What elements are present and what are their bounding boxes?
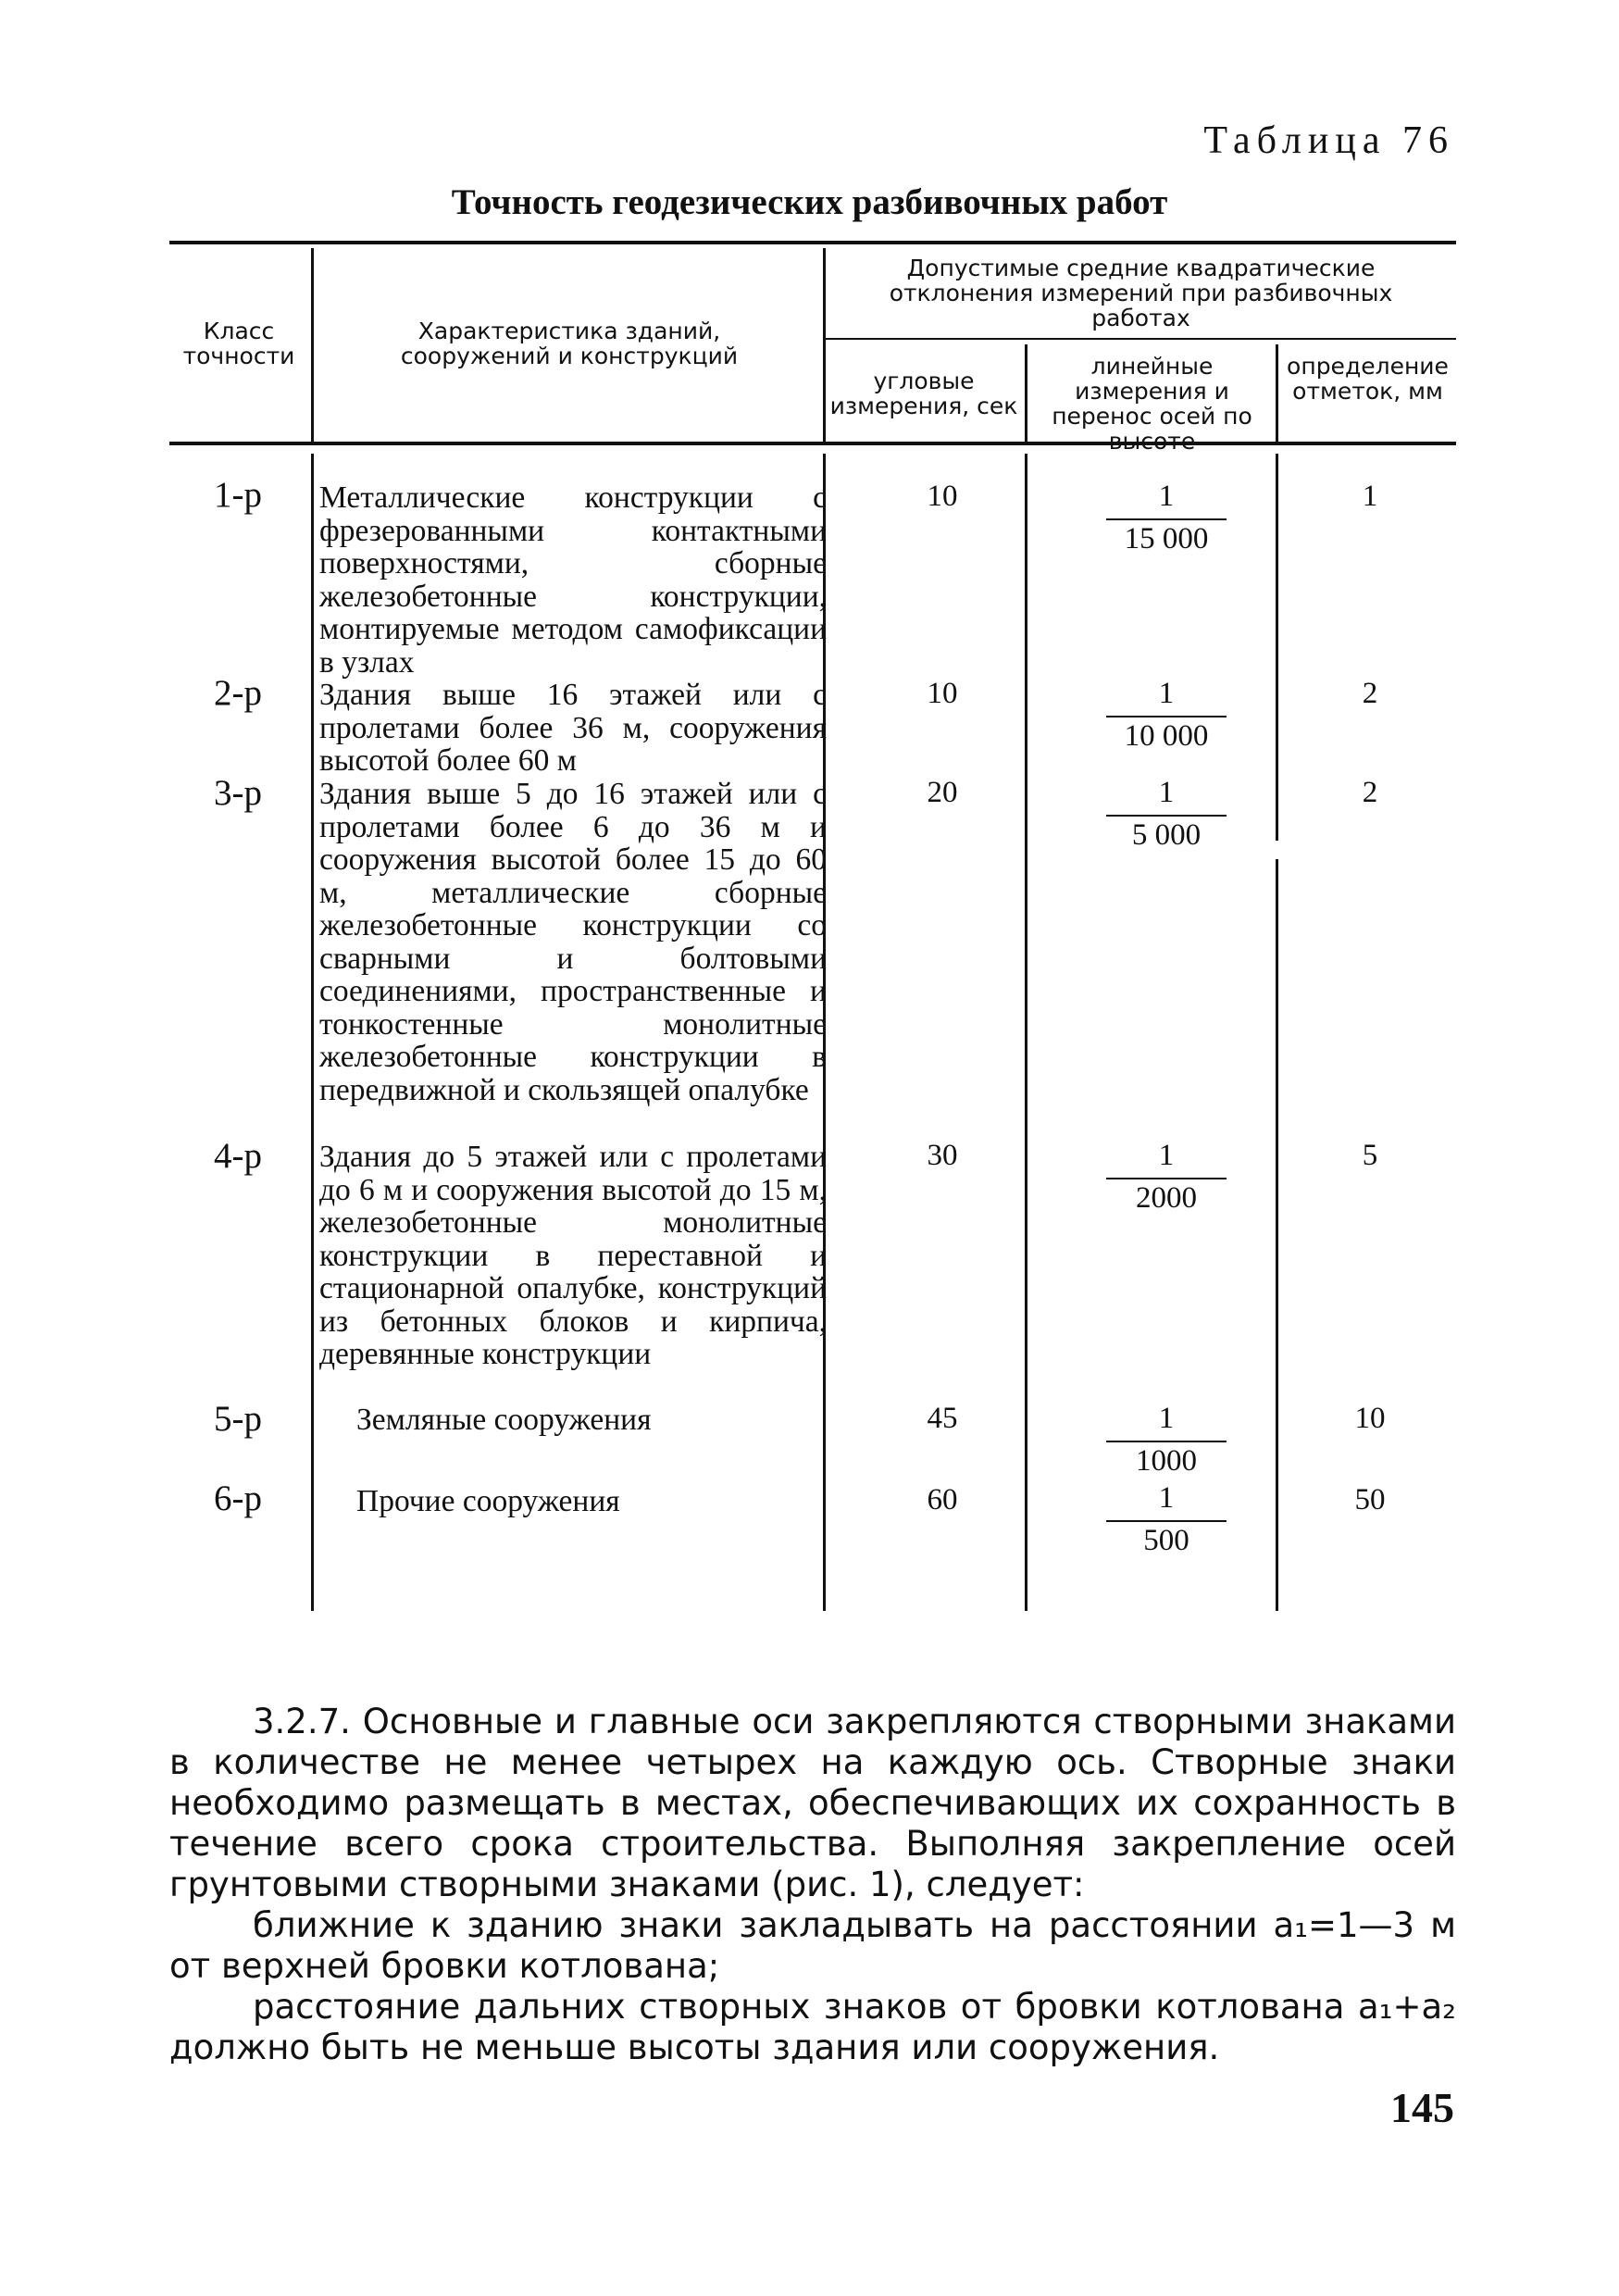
header-class: Класс точности xyxy=(182,318,295,369)
row-6-class: 6-р xyxy=(214,1479,262,1518)
header-divider-3 xyxy=(1025,344,1027,443)
row-6-linear xyxy=(1106,1481,1227,1557)
row-1-linear xyxy=(1106,480,1227,555)
row-5-marks: 10 xyxy=(1354,1402,1386,1435)
row-3-class: 3-р xyxy=(214,773,262,813)
row-5-linear xyxy=(1106,1402,1227,1478)
body-divider-3 xyxy=(1025,454,1027,1611)
page-number: 145 xyxy=(1390,2084,1454,2131)
header-divider-2 xyxy=(823,248,826,443)
row-1-angular: 10 xyxy=(927,480,958,513)
row-4-description: Здания до 5 этажей или с пролетами до 6 м и сооружения высотой до 15 м, железобетонные монолитные конструкции в переставной и стационарной опалубке, конструкций из бетонных блоков и кирпича, деревянные конструкции xyxy=(319,1140,827,1371)
header-marks: определение отметок, мм xyxy=(1287,353,1449,405)
row-6-linear-numerator: 1 xyxy=(1158,1481,1175,1515)
paragraph-3-2-7: 3.2.7. Основные и главные оси закрепляются створными знаками в количестве не менее четырех на каждую ось. Створные знаки необходимо размещать в местах, обеспечивающих их сохранность в течение всего срока строительства. Выполняя закрепление осей грунтовыми створными знаками (рис. 1), следует: xyxy=(169,1702,1456,1904)
row-1-class: 1-р xyxy=(214,475,262,515)
row-6-description: Прочие сооружения xyxy=(356,1484,620,1518)
row-4-class: 4-р xyxy=(214,1136,262,1176)
row-4-linear-numerator: 1 xyxy=(1158,1139,1175,1172)
row-2-class: 2-р xyxy=(214,673,262,713)
table-title: Точность геодезических разбивочных работ xyxy=(451,182,1168,222)
row-4-angular: 30 xyxy=(927,1139,958,1172)
row-3-description: Здания выше 5 до 16 этажей или с пролетами более 6 до 36 м и сооружения высотой более 15 до 60 м, металлические сборные железобетонные конструкции со сварными и болтовыми соединениями, пространственные и тонкостенные монолитные железобетонные конструкции в передвижной и скользящей опалубке xyxy=(319,777,827,1107)
row-2-linear-denominator: 10 000 xyxy=(1106,716,1227,753)
row-1-linear-numerator: 1 xyxy=(1158,480,1175,513)
row-1-description: Металлические конструкции с фрезерованными контактными поверхностями, сборные железобетонные конструкции, монтируемые методом самофиксации в узлах xyxy=(319,480,827,680)
row-4-linear xyxy=(1106,1139,1227,1215)
header-characteristic: Характеристика зданий, сооружений и конструкций xyxy=(400,318,739,369)
header-group: Допустимые средние квадратические отклонения измерений при разбивочных работах xyxy=(889,255,1393,331)
row-6-angular: 60 xyxy=(927,1483,958,1516)
header-divider-1 xyxy=(311,248,314,443)
table-top-rule xyxy=(169,241,1456,244)
paragraph-far-marks: расстояние дальних створных знаков от бровки котлована a₁+a₂ должно быть не меньше высоты здания или сооружения. xyxy=(169,1987,1456,2067)
row-2-linear xyxy=(1106,677,1227,753)
paragraph-near-marks: ближние к зданию знаки закладывать на расстоянии a₁=1—3 м от верхней бровки котлована; xyxy=(169,1905,1456,1986)
group-header-rule xyxy=(824,338,1456,340)
row-1-marks: 1 xyxy=(1362,480,1378,513)
row-1-linear-denominator: 15 000 xyxy=(1106,518,1227,555)
row-3-linear-numerator: 1 xyxy=(1158,776,1175,809)
row-5-linear-numerator: 1 xyxy=(1158,1402,1175,1435)
row-3-linear-denominator: 5 000 xyxy=(1106,815,1227,852)
row-4-linear-denominator: 2000 xyxy=(1106,1178,1227,1215)
row-6-marks: 50 xyxy=(1354,1483,1386,1516)
row-2-description: Здания выше 16 этажей или с пролетами более 36 м, сооружения высотой более 60 м xyxy=(319,678,827,778)
body-divider-4a xyxy=(1276,454,1278,841)
header-linear: линейные измерения и перенос осей по высоте xyxy=(1052,353,1252,455)
header-angular: угловые измерения, сек xyxy=(829,368,1018,419)
row-2-linear-numerator: 1 xyxy=(1158,677,1175,710)
row-2-marks: 2 xyxy=(1362,677,1378,710)
table-number-label: Таблица 76 xyxy=(1203,119,1454,162)
row-6-linear-denominator: 500 xyxy=(1106,1520,1227,1557)
row-5-description: Земляные сооружения xyxy=(356,1403,652,1437)
row-4-marks: 5 xyxy=(1362,1139,1378,1172)
row-3-linear xyxy=(1106,776,1227,852)
row-5-angular: 45 xyxy=(927,1402,958,1435)
row-5-class: 5-р xyxy=(214,1399,262,1439)
body-divider-1 xyxy=(311,454,314,1611)
row-3-marks: 2 xyxy=(1362,776,1378,809)
header-divider-4 xyxy=(1276,344,1278,443)
body-divider-4b xyxy=(1276,859,1278,1611)
row-2-angular: 10 xyxy=(927,677,958,710)
row-3-angular: 20 xyxy=(927,776,958,809)
row-5-linear-denominator: 1000 xyxy=(1106,1441,1227,1478)
